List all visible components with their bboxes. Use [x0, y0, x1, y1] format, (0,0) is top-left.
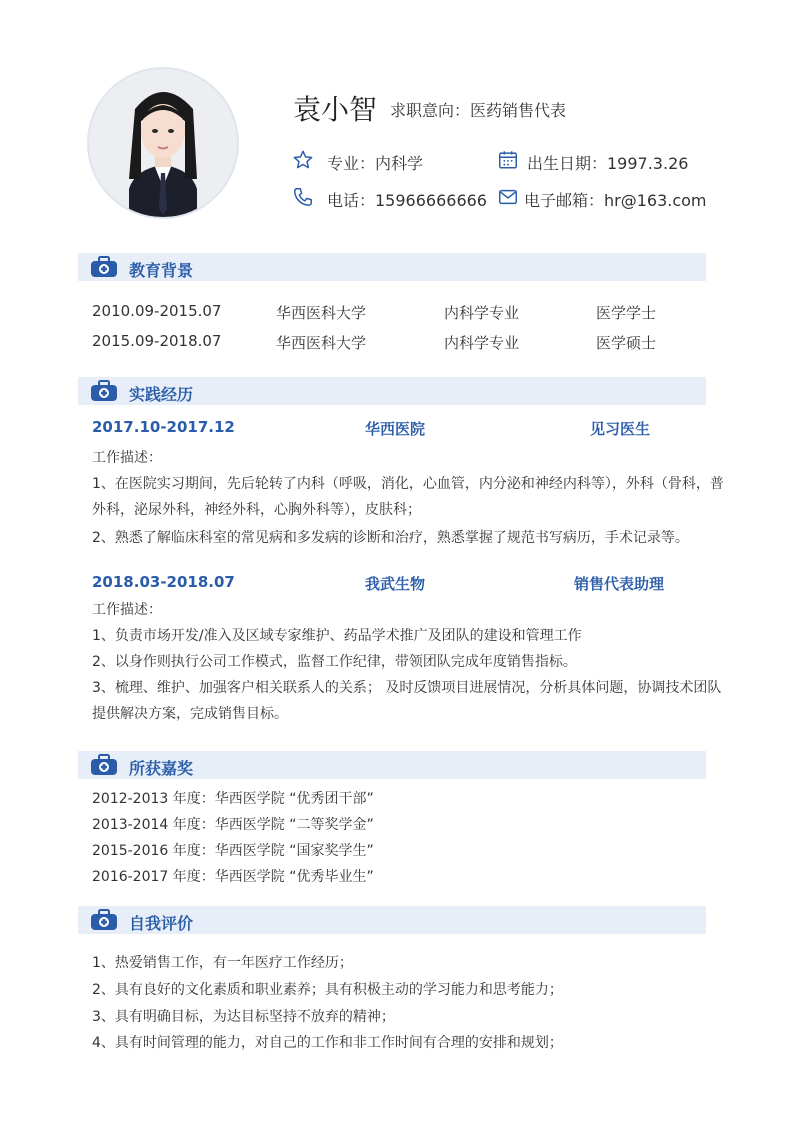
- job-desc-line: 1、负责市场开发/准入及区域专家维护、药品学术推广及团队的建设和管理工作: [92, 628, 582, 644]
- award-item: 2012-2013 年度：华西医学院 “优秀团干部”: [92, 791, 374, 807]
- self-eval-item: 2、具有良好的文化素质和职业素养；具有积极主动的学习能力和思考能力；: [92, 982, 563, 998]
- self-eval-title: 自我评价: [129, 914, 194, 933]
- job-intent: 求职意向：医药销售代表: [390, 101, 567, 120]
- job-role: 销售代表助理: [574, 575, 665, 593]
- edu-date: 2015.09-2018.07: [92, 332, 222, 350]
- job-desc-line: 1、在医院实习期间，先后轮转了内科（呼吸，消化，心血管，内分泌和神经内科等），外科（骨科，普外科，泌尿外科，神经外科，心胸外科等），皮肤科；: [92, 476, 724, 518]
- self-eval-item: 1、热爱销售工作，有一年医疗工作经历；: [92, 955, 353, 971]
- edu-school: 华西医科大学: [276, 304, 367, 322]
- education-title: 教育背景: [129, 261, 194, 280]
- phone-icon: [292, 186, 314, 208]
- job-date: 2018.03-2018.07: [92, 573, 235, 591]
- job-desc-line: 2、熟悉了解临床科室的常见病和多发病的诊断和治疗，熟悉掌握了规范书写病历，手术记录等。: [92, 530, 689, 546]
- candidate-name: 袁小智: [293, 93, 378, 126]
- edu-degree: 医学硕士: [596, 334, 657, 352]
- edu-major: 内科学专业: [444, 304, 520, 322]
- edu-school: 华西医科大学: [276, 334, 367, 352]
- self-eval-item: 3、具有明确目标，为达目标坚持不放弃的精神；: [92, 1009, 395, 1025]
- avatar-portrait: [89, 69, 237, 217]
- awards-title: 所获嘉奖: [129, 759, 194, 778]
- job-desc-line: 3、梳理、维护、加强客户相关联系人的关系； 及时反馈项目进展情况，分析具体问题，协调技术团队提供解决方案，完成销售目标。: [92, 680, 722, 722]
- medical-kit-icon: [90, 380, 118, 402]
- job-desc-line: 2、以身作则执行公司工作模式，监督工作纪律，带领团队完成年度销售指标。: [92, 654, 577, 670]
- edu-major: 内科学专业: [444, 334, 520, 352]
- email-field: 电子邮箱：hr@163.com: [524, 191, 707, 210]
- award-item: 2015-2016 年度：华西医学院 “国家奖学生”: [92, 843, 374, 859]
- experience-title: 实践经历: [129, 385, 194, 404]
- job-org: 我武生物: [365, 575, 426, 593]
- star-icon: [292, 149, 314, 171]
- award-item: 2016-2017 年度：华西医学院 “优秀毕业生”: [92, 869, 374, 885]
- avatar: [87, 67, 239, 219]
- edu-date: 2010.09-2015.07: [92, 302, 222, 320]
- calendar-icon: [497, 149, 519, 171]
- job-role: 见习医生: [590, 420, 651, 438]
- major-field: 专业：内科学: [327, 154, 424, 173]
- job-date: 2017.10-2017.12: [92, 418, 235, 436]
- medical-kit-icon: [90, 754, 118, 776]
- medical-kit-icon: [90, 909, 118, 931]
- birth-date-field: 出生日期：1997.3.26: [527, 154, 689, 173]
- job-desc-label: 工作描述：: [92, 450, 162, 466]
- phone-field: 电话：15966666666: [327, 191, 487, 210]
- job-org: 华西医院: [365, 420, 426, 438]
- edu-degree: 医学学士: [596, 304, 657, 322]
- self-eval-item: 4、具有时间管理的能力，对自己的工作和非工作时间有合理的安排和规划；: [92, 1035, 563, 1051]
- email-icon: [497, 186, 519, 208]
- medical-kit-icon: [90, 256, 118, 278]
- award-item: 2013-2014 年度：华西医学院 “二等奖学金”: [92, 817, 374, 833]
- job-desc-label: 工作描述：: [92, 602, 162, 618]
